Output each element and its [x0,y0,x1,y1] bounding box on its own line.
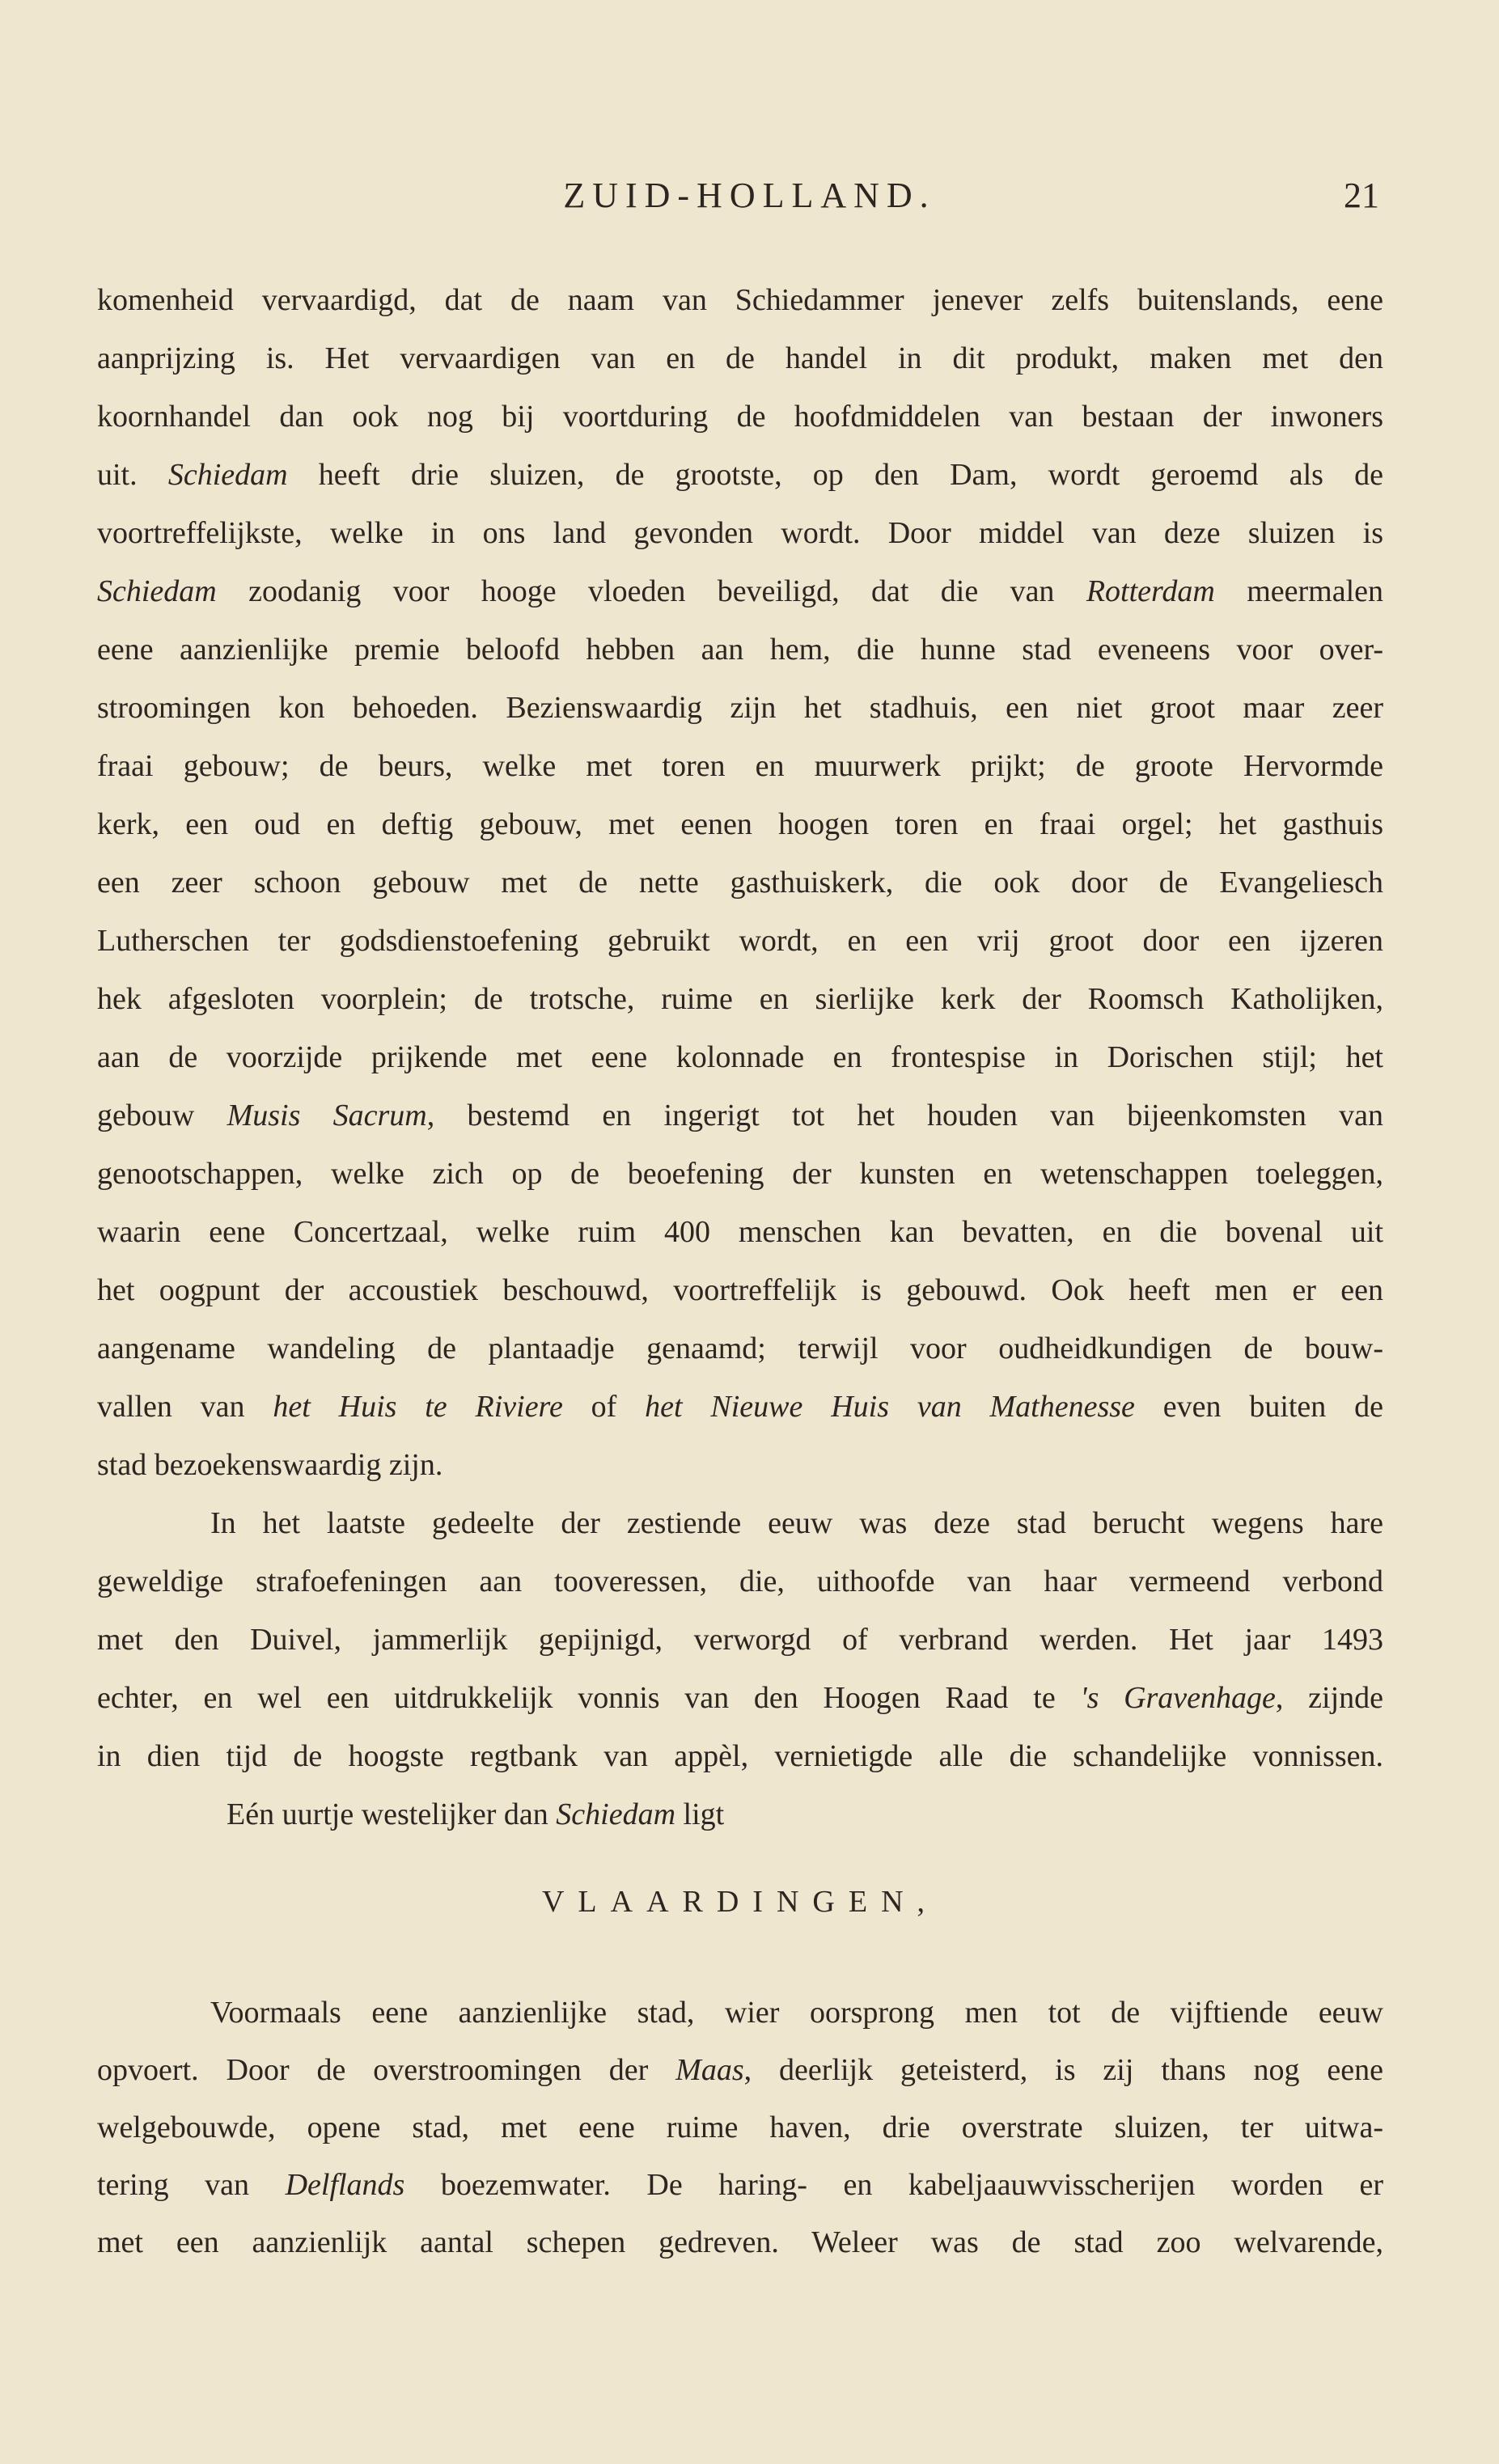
building-name: Musis Sacrum [227,1099,427,1133]
text-line: Schiedam zoodanig voor hooge vloeden beveiligd, dat die van Rotterdam meermalen [97,574,1383,608]
text-line: fraai gebouw; de beurs, welke met toren en muurwerk prijkt; de groote Hervormde [97,749,1383,783]
place-name: Schiedam [167,458,288,492]
river-name: Maas [675,2053,744,2087]
text-line: in dien tijd de hoogste regtbank van appèl, vernietigde alle die schandelijke vonnissen. [97,1739,1383,1773]
text-line: geweldige strafoefeningen aan tooveressen, die, uithoofde van haar vermeend verbond [97,1564,1383,1598]
text-line: tering van Delflands boezemwater. De haring- en kabeljaauwvisscherijen worden er [97,2168,1383,2202]
paragraph-schiedam-description [97,271,1383,1494]
place-name: 's Gravenhage [1080,1681,1276,1715]
building-name: het Nieuwe Huis van Mathenesse [645,1390,1135,1424]
text-line: waarin eene Concertzaal, welke ruim 400 menschen kan bevatten, en die bovenal uit [97,1215,1383,1249]
text-line: uit. Schiedam heeft drie sluizen, de grootste, op den Dam, wordt geroemd als de [97,458,1384,492]
text-line: voortreffelijkste, welke in ons land gevonden wordt. Door middel van deze sluizen is [97,516,1383,550]
text-line: het oogpunt der accoustiek beschouwd, voortreffelijk is gebouwd. Ook heeft men er een [97,1273,1383,1307]
paragraph-vlaardingen [97,1984,1383,2271]
region-name: Delflands [285,2168,405,2202]
text-line: met den Duivel, jammerlijk gepijnigd, verworgd of verbrand werden. Het jaar 1493 [97,1623,1383,1657]
section-heading: VLAARDINGEN, [541,1885,939,1919]
text-line: aangename wandeling de plantaadje genaamd; terwijl voor oudheidkundigen de bouw- [97,1331,1383,1365]
text-line: Voormaals eene aanzienlijke stad, wier oorsprong men tot de vijftiende eeuw [210,1996,1383,2030]
text-line: koornhandel dan ook nog bij voortduring de hoofdmiddelen van bestaan der inwoners [97,400,1383,434]
text-line: aan de voorzijde prijkende met eene kolonnade en frontespise in Dorischen stijl; het [97,1040,1383,1074]
text-line: opvoert. Door de overstroomingen der Maas, deerlijk geteisterd, is zij thans nog eene [97,2053,1383,2087]
text-line: gebouw Musis Sacrum, bestemd en ingerigt tot het houden van bijeenkomsten van [97,1099,1384,1133]
text-line: hek afgesloten voorplein; de trotsche, ruime en sierlijke kerk der Roomsch Katholijken, [97,982,1383,1016]
place-name: Schiedam [556,1797,676,1831]
text-line: welgebouwde, opene stad, met eene ruime haven, drie overstrate sluizen, ter uitwa- [97,2110,1383,2144]
place-name: Schiedam [97,574,217,608]
text-line: eene aanzienlijke premie beloofd hebben aan hem, die hunne stad eveneens voor over- [97,633,1383,667]
text-line: Eén uurtje westelijker dan Schiedam ligt [227,1797,725,1831]
text-line: stad bezoekenswaardig zijn. [97,1448,443,1482]
building-name: het Huis te Riviere [273,1390,563,1424]
paragraph-transition [97,1785,1383,1844]
text-line: echter, en wel een uitdrukkelijk vonnis van den Hoogen Raad te 's Gravenhage, zijnde [97,1681,1383,1715]
text-line: genootschappen, welke zich op de beoefening der kunsten en wetenschappen toeleggen, [97,1157,1383,1191]
page-number: 21 [1344,176,1379,215]
text-line: In het laatste gedeelte der zestiende eeuw was deze stad berucht wegens hare [210,1506,1383,1540]
place-name: Rotterdam [1086,574,1215,608]
paragraph-witch-trials [97,1494,1383,1785]
text-line: vallen van het Huis te Riviere of het Nieuwe Huis van Mathenesse even buiten de [97,1390,1383,1424]
text-line: komenheid vervaardigd, dat de naam van Schiedammer jenever zelfs buitenslands, eene [97,283,1383,317]
text-line: kerk, een oud en deftig gebouw, met eenen hoogen toren en fraai orgel; het gasthuis [97,807,1383,841]
running-title: ZUID-HOLLAND. [563,176,936,215]
text-line: aanprijzing is. Het vervaardigen van en de handel in dit produkt, maken met den [97,341,1383,375]
text-body [97,271,1383,2271]
text-line: Lutherschen ter godsdienstoefening gebruikt wordt, en een vrij groot door een ijzeren [97,924,1383,958]
text-line: stroomingen kon behoeden. Bezienswaardig zijn het stadhuis, een niet groot maar zeer [97,691,1383,725]
running-head [0,171,1499,220]
text-line: een zeer schoon gebouw met de nette gasthuiskerk, die ook door de Evangeliesch [97,866,1383,900]
text-line: met een aanzienlijk aantal schepen gedreven. Weleer was de stad zoo welvarende, [97,2225,1383,2259]
